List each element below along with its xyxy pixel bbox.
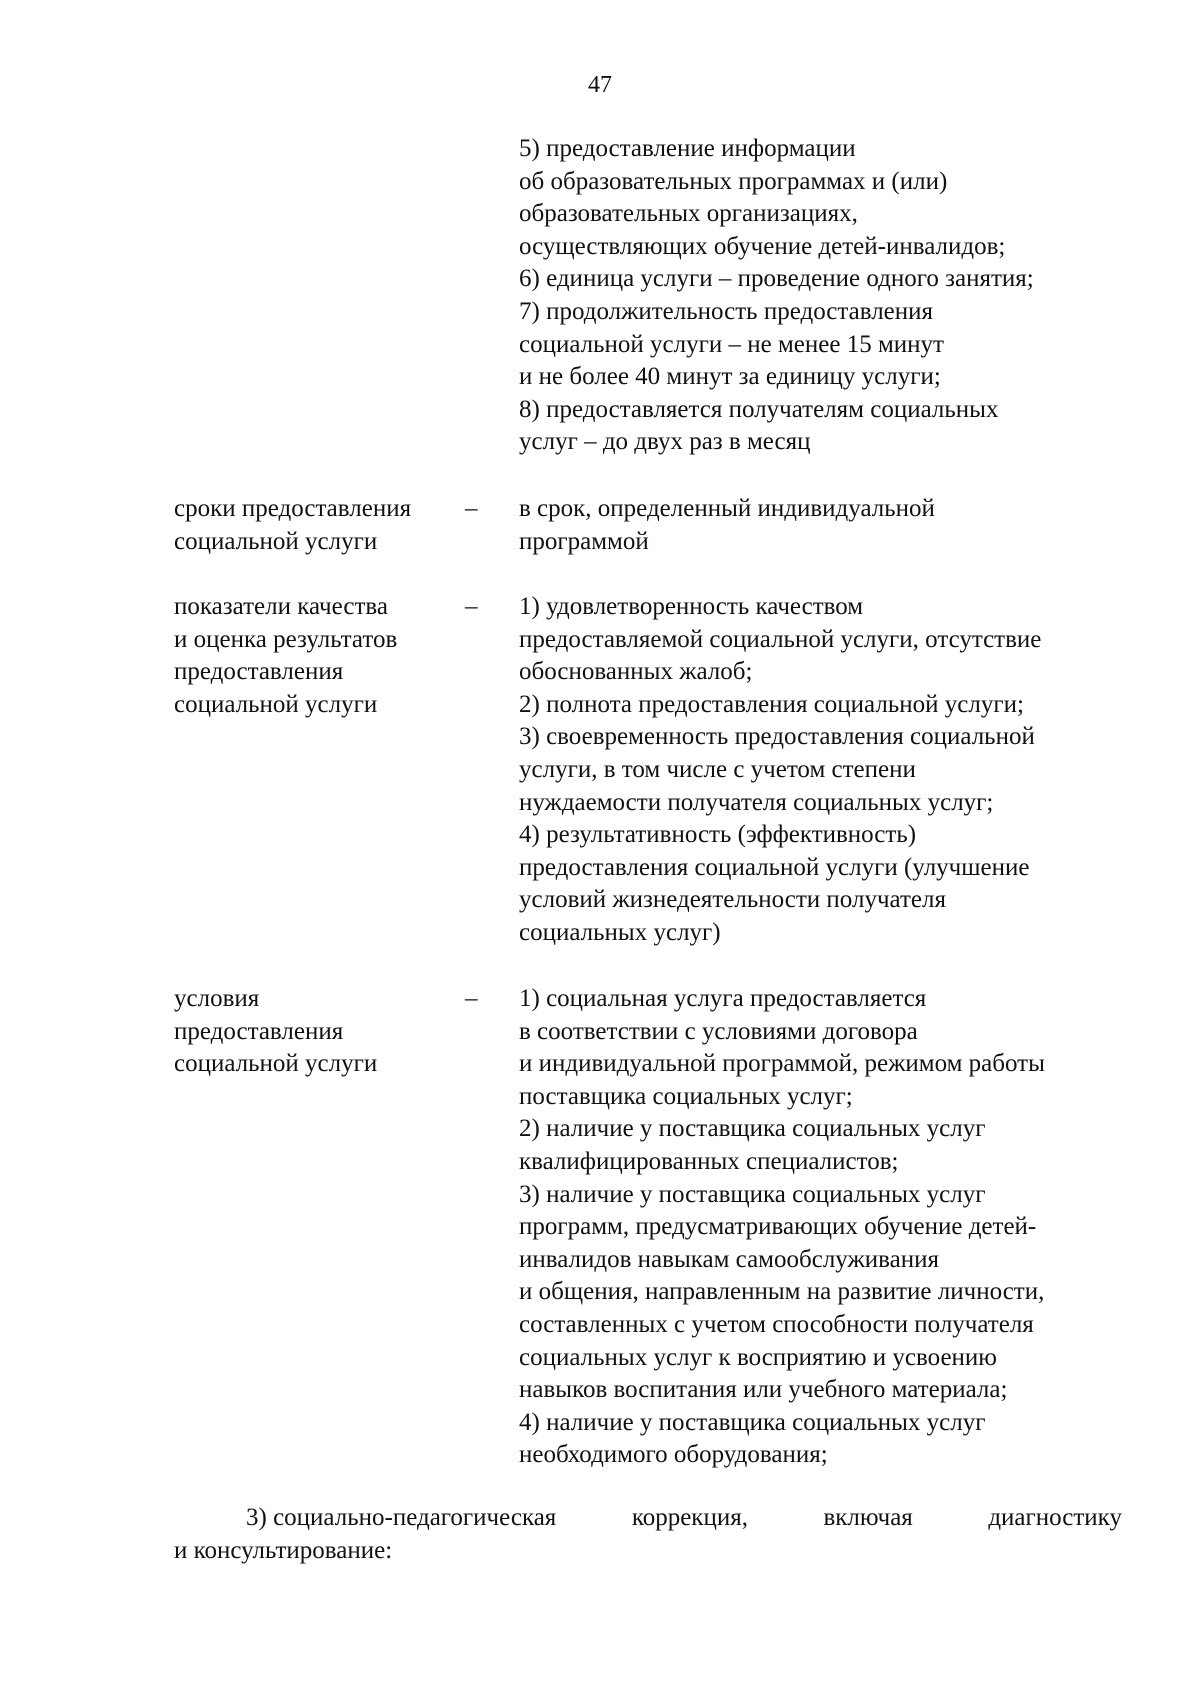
text-line: 8) предоставляется получателям социальных xyxy=(519,395,999,423)
label-line: социальной услуги xyxy=(174,527,378,555)
value-line: и общения, направленным на развитие личности, xyxy=(519,1278,1045,1306)
text-line: 6) единица услуги – проведение одного занятия; xyxy=(519,265,1034,293)
text-line: услуг – до двух раз в месяц xyxy=(519,428,811,456)
text-line: 5) предоставление информации xyxy=(519,135,856,162)
label-line: предоставления xyxy=(174,1017,344,1045)
value-line: составленных с учетом способности получателя xyxy=(519,1310,1034,1338)
row-value xyxy=(519,983,1045,1472)
value-line: обоснованных жалоб; xyxy=(519,658,753,686)
value-line: 3) своевременность предоставления социальной xyxy=(519,723,1035,751)
value-line: инвалидов навыкам самообслуживания xyxy=(519,1245,939,1273)
label-line: и оценка результатов xyxy=(174,625,398,653)
value-line: в соответствии с условиями договора xyxy=(519,1017,918,1045)
closing-first-line xyxy=(174,1502,1122,1535)
value-line: 1) удовлетворенность качеством xyxy=(519,593,864,620)
value-line: программ, предусматривающих обучение детей- xyxy=(519,1213,1037,1241)
text-line: и не более 40 минут за единицу услуги; xyxy=(519,363,941,391)
text-line: социальной услуги – не менее 15 минут xyxy=(519,330,944,358)
value-line: социальных услуг к восприятию и усвоению xyxy=(519,1343,997,1371)
closing-word: коррекция, xyxy=(631,1504,748,1531)
value-line: 4) наличие у поставщика социальных услуг xyxy=(519,1408,986,1436)
label-line: социальной услуги xyxy=(174,1050,378,1078)
row-value xyxy=(519,493,935,558)
label-line: социальной услуги xyxy=(174,690,378,718)
label-line: условия xyxy=(174,985,260,1012)
value-line: предоставления социальной услуги (улучшение xyxy=(519,853,1030,881)
value-line: квалифицированных специалистов; xyxy=(519,1147,899,1175)
value-line: 1) социальная услуга предоставляется xyxy=(519,985,927,1012)
row-value xyxy=(519,591,1041,950)
label-line: предоставления xyxy=(174,658,344,686)
value-line: программой xyxy=(519,527,649,555)
value-line: в срок, определенный индивидуальной xyxy=(519,495,935,522)
value-line: поставщика социальных услуг; xyxy=(519,1082,853,1110)
row-label xyxy=(174,983,377,1081)
value-line: 2) наличие у поставщика социальных услуг xyxy=(519,1115,986,1143)
row-label xyxy=(174,591,397,721)
row-label xyxy=(174,493,411,558)
value-line: предоставляемой социальной услуги, отсутствие xyxy=(519,625,1042,653)
value-line: необходимого оборудования; xyxy=(519,1441,828,1469)
page-number: 47 xyxy=(588,72,612,98)
row-dash: – xyxy=(465,985,478,1012)
value-line: навыков воспитания или учебного материала; xyxy=(519,1376,1008,1404)
value-line: и индивидуальной программой, режимом работы xyxy=(519,1050,1045,1078)
row-dash: – xyxy=(465,495,478,522)
value-line: 2) полнота предоставления социальной услуги; xyxy=(519,690,1024,718)
closing-paragraph xyxy=(174,1502,1122,1567)
value-line: 4) результативность (эффективность) xyxy=(519,821,917,849)
value-line: условий жизнедеятельности получателя xyxy=(519,886,946,914)
value-line: 3) наличие у поставщика социальных услуг xyxy=(519,1180,986,1208)
value-line: услуги, в том числе с учетом степени xyxy=(519,755,916,783)
value-line: социальных услуг) xyxy=(519,918,721,946)
value-line: нуждаемости получателя социальных услуг; xyxy=(519,788,994,816)
closing-second-line: и консультирование: xyxy=(174,1536,393,1564)
label-line: сроки предоставления xyxy=(174,495,412,522)
closing-word: диагностику xyxy=(988,1504,1122,1531)
text-line: образовательных организациях, xyxy=(519,200,858,228)
continuation-text xyxy=(519,133,1034,459)
text-line: об образовательных программах и (или) xyxy=(519,167,948,195)
label-line: показатели качества xyxy=(174,593,388,620)
row-dash: – xyxy=(465,593,478,620)
closing-word: 3) социально-педагогическая xyxy=(246,1504,557,1531)
closing-word: включая xyxy=(823,1504,913,1531)
text-line: осуществляющих обучение детей-инвалидов; xyxy=(519,232,1006,260)
text-line: 7) продолжительность предоставления xyxy=(519,297,934,325)
